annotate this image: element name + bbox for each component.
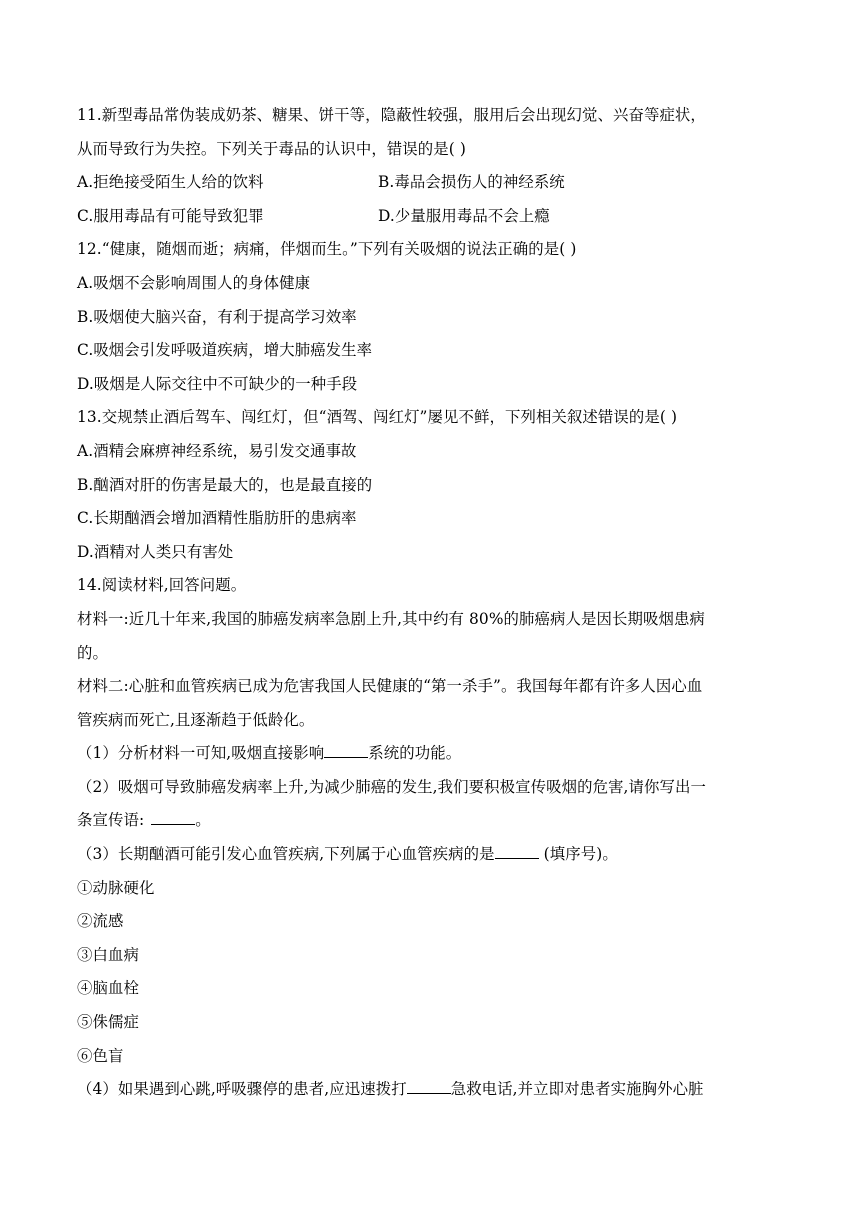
- q13-stem: 13.交规禁止酒后驾车、闯红灯，但“酒驾、闯红灯”屡见不鲜，下列相关叙述错误的是( ): [77, 408, 678, 427]
- q14-sub1-answer-blank[interactable]: [324, 740, 368, 758]
- q12-stem: 12.“健康，随烟而逝；病痛，伴烟而生。”下列有关吸烟的说法正确的是( ): [77, 240, 577, 259]
- q14-choice-3: ③白血病: [77, 945, 139, 964]
- q13-option-c: C.长期酗酒会增加酒精性脂肪肝的患病率: [77, 509, 357, 528]
- q13-option-d: D.酒精对人类只有害处: [77, 542, 234, 561]
- q14-sub2-line2: [77, 804, 782, 838]
- q11-option-d: D.少量服用毒品不会上瘾: [378, 206, 550, 225]
- q14-sub4-text-before: （4）如果遇到心跳,呼吸骤停的患者,应迅速拨打: [77, 1080, 407, 1099]
- q11-options-row1: [77, 166, 782, 200]
- q14-stem: 14.阅读材料,回答问题。: [77, 576, 247, 595]
- q14-material2-line1: 材料二:心脏和血管疾病已成为危害我国人民健康的“第一杀手”。我国每年都有许多人因心血: [77, 677, 703, 696]
- q14-sub2-text-after: 。: [195, 811, 211, 830]
- q14-choice-2: ②流感: [77, 912, 124, 931]
- q11-options-row2: [77, 200, 782, 234]
- q14-sub1-text-before: （1）分析材料一可知,吸烟直接影响: [77, 744, 325, 763]
- q11-option-b: B.毒品会损伤人的神经系统: [378, 173, 565, 192]
- q14-sub1-text-after: 系统的功能。: [368, 744, 462, 763]
- q12-option-a: A.吸烟不会影响周围人的身体健康: [77, 273, 311, 292]
- q14-choice-4: ④脑血栓: [77, 979, 139, 998]
- q13-option-b: B.酗酒对肝的伤害是最大的，也是最直接的: [77, 475, 373, 494]
- q11-option-a: A.拒绝接受陌生人给的饮料: [77, 173, 264, 192]
- q12-option-b: B.吸烟使大脑兴奋，有利于提高学习效率: [77, 307, 357, 326]
- q14-sub4-answer-blank[interactable]: [407, 1076, 451, 1094]
- q13-option-a: A.酒精会麻痹神经系统，易引发交通事故: [77, 441, 357, 460]
- q14-sub4-text-after: 急救电话,并立即对患者实施胸外心脏: [450, 1080, 704, 1099]
- q11-stem-line2: 从而导致行为失控。下列关于毒品的认识中，错误的是( ): [77, 139, 466, 158]
- q11-stem-line1: 11.新型毒品常伪装成奶茶、糖果、饼干等，隐蔽性较强，服用后会出现幻觉、兴奋等症状，: [77, 106, 706, 124]
- q14-sub3: [77, 838, 782, 872]
- q14-sub4: [77, 1073, 782, 1107]
- q12-option-c: C.吸烟会引发呼吸道疾病，增大肺癌发生率: [77, 341, 373, 360]
- q14-choice-5: ⑤侏儒症: [77, 1013, 139, 1032]
- q14-sub2-line1: （2）吸烟可导致肺癌发病率上升,为减少肺癌的发生,我们要积极宣传吸烟的危害,请你写出一: [77, 777, 707, 796]
- q14-material1-line2: 的。: [77, 643, 108, 662]
- q14-sub3-text-after: (填序号)。: [538, 845, 618, 864]
- q14-choice-6: ⑥色盲: [77, 1046, 124, 1065]
- q14-choice-1: ①动脉硬化: [77, 878, 155, 897]
- q14-sub1: [77, 737, 782, 771]
- q14-sub2-answer-blank[interactable]: [151, 808, 195, 826]
- q14-material2-line2: 管疾病而死亡,且逐渐趋于低龄化。: [77, 710, 315, 729]
- q14-sub3-text-before: （3）长期酗酒可能引发心血管疾病,下列属于心血管疾病的是: [77, 845, 495, 864]
- q14-sub3-answer-blank[interactable]: [495, 841, 539, 859]
- q14-sub2-text-before: 条宣传语:: [77, 811, 150, 830]
- worksheet-page: [77, 99, 782, 1107]
- q14-material1-line1: 材料一:近几十年来,我国的肺癌发病率急剧上升,其中约有 80%的肺癌病人是因长期吸烟患病: [77, 609, 705, 628]
- q12-option-d: D.吸烟是人际交往中不可缺少的一种手段: [77, 374, 358, 393]
- q11-option-c: C.服用毒品有可能导致犯罪: [77, 206, 264, 225]
